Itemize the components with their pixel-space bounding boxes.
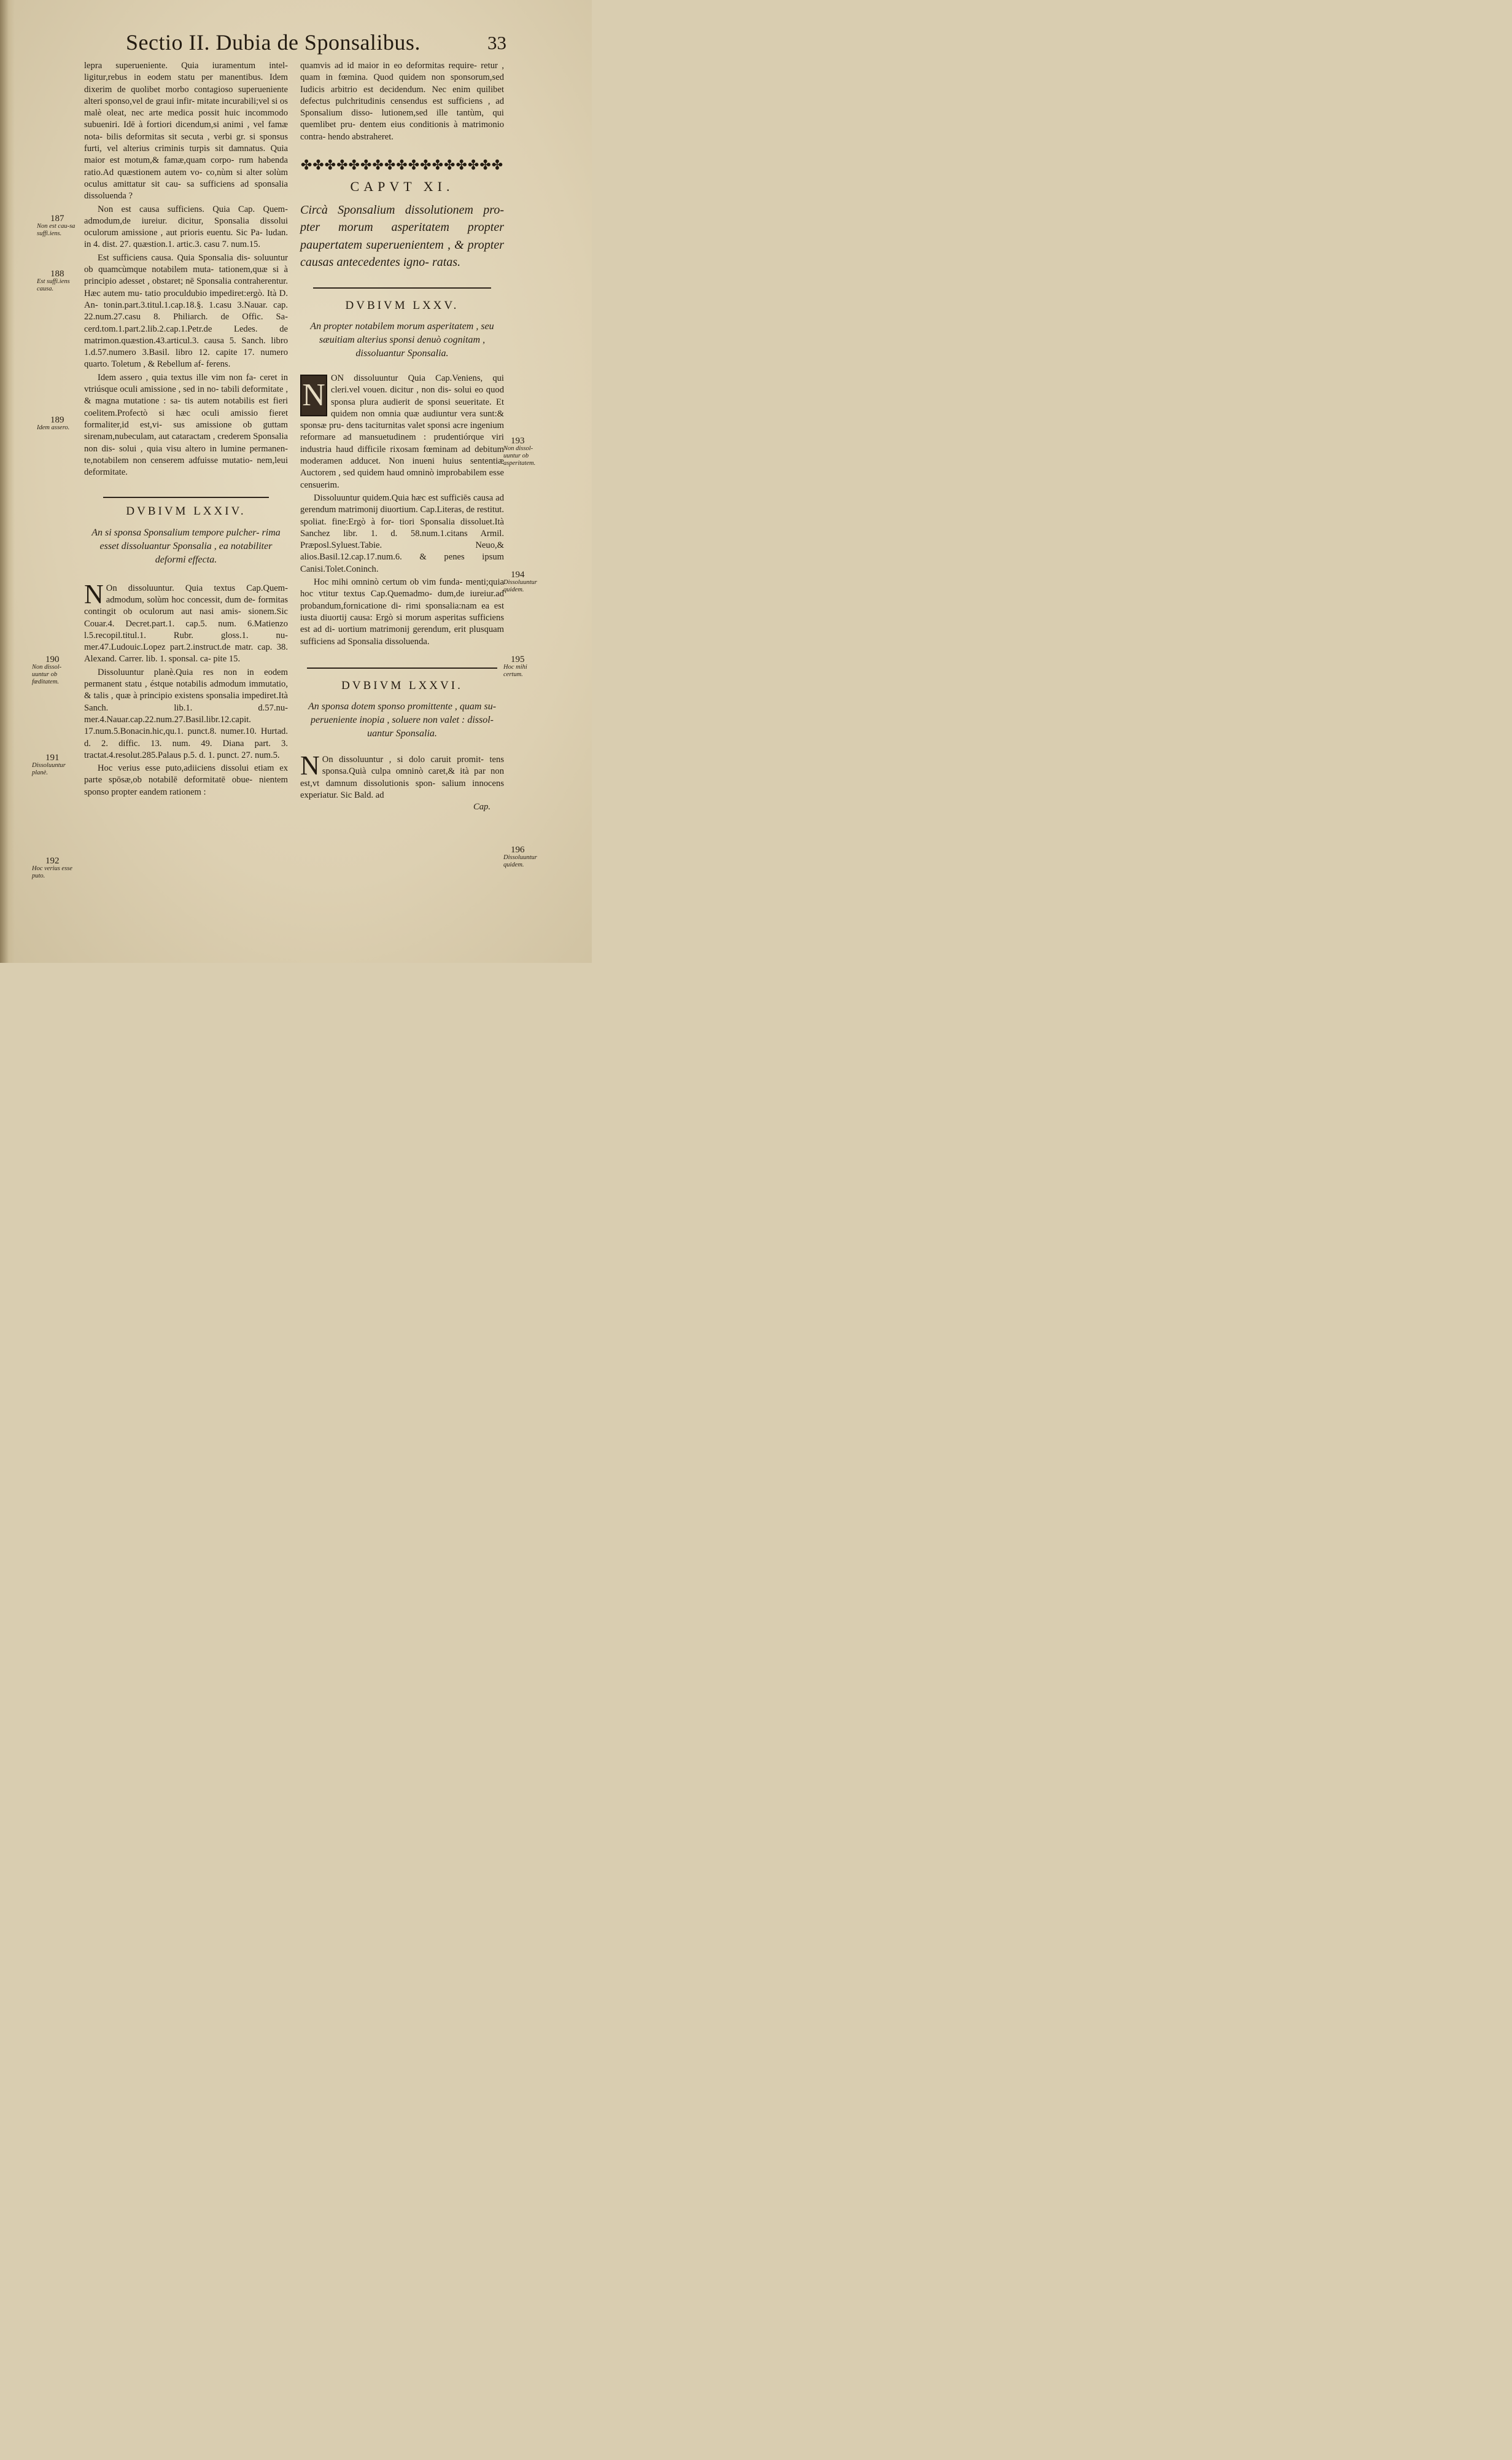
margin-number: 190 — [45, 655, 60, 664]
catchword: Cap. — [473, 802, 490, 812]
margin-text: Hoc mihi certum. — [503, 664, 527, 678]
left-intro-paragraph: lepra superueniente. Quia iuramentum intel- ligitur,rebus in eodem statu per manentibus. Idem dixerim de quolibet morbo contagioso superueniente alteri sponso,vel de graui infir- mitate incurabili;vel si os malè oleat, nec arte medica possit huic incommodo subueniri. Idē à fortiori dicendum,si animi , vel famæ nota- bilis deformitas sit secuta , verbi gr. si sponsus furti, vel alterius criminis turpis sit damnatus. Quia maior est motum,& famæ,quam corpo- rum habenda ratio.Ad quæstionem autem vo- co,nùm si alter solùm oculus amittatur sit cau- sa sufficiens ad sponsalia dissoluenda ? — [84, 61, 288, 201]
paragraph-193 — [300, 373, 504, 491]
margin-number: 187 — [50, 214, 64, 224]
dubium-75-question: An propter notabilem morum asperitatem , seu sæuitiam alterius sponsi denuò cognitam , dissoluantur Sponsalia. — [310, 321, 494, 359]
dubium-76-question: An sponsa dotem sponso promittente , quam su- perueniente inopia , soluere non valet : dissol- uantur Sponsalia. — [308, 701, 497, 739]
margin-note-193 — [503, 437, 546, 467]
book-page — [0, 0, 592, 963]
margin-note-190 — [32, 656, 79, 686]
margin-number: 196 — [511, 845, 525, 855]
margin-note-192 — [32, 857, 79, 880]
margin-note-187 — [37, 215, 83, 238]
margin-number: 192 — [45, 856, 60, 866]
margin-text: Dissoluuntur planè. — [32, 762, 66, 776]
margin-text: Non est cau-sa suffi.iens. — [37, 223, 76, 237]
initial-letter: N — [300, 750, 320, 781]
paragraph-195: Hoc mihi omninò certum ob vim funda- menti;quia hoc vtitur textus Cap.Quemadmo- dum,de iureiur.ad probandum,fornicatione di- rimi sponsalia:nam ea est iusta diuortij causa: Ergò si morum asperitas sufficiens est ad di- uortium matrimonij gerendum, erit plusquam sufficiens ad Sponsalia dissoluenda. — [300, 577, 504, 647]
margin-note-196 — [503, 846, 546, 869]
paragraph-190-text: On dissoluuntur. Quia textus Cap.Quem- admodum, solùm hoc concessit, dum de- formitas contingit ob oculorum aut nasi amis- sionem.Sic Couar.4. Decret.part.1. cap.5. num. 6.Matienzo l.5.recopil.titul.1. Rubr. gloss.1. nu- mer.47.Ludouic.Lopez part.2.instruct.de matr. cap. 38. Alexand. Carrer. lib. 1. sponsal. ca- pite 15. — [84, 583, 288, 664]
running-title: Sectio II. Dubia de Sponsalibus. — [126, 30, 421, 55]
decorated-initial: N — [300, 375, 327, 416]
margin-number: 191 — [45, 753, 60, 763]
margin-text: Dissoluuntur quidem. — [503, 854, 537, 868]
margin-text: Non dissol-uuntur ob asperitatem. — [503, 445, 536, 467]
margin-number: 195 — [511, 655, 525, 664]
page-gutter-shadow — [0, 0, 15, 963]
dubium-75-title: DVBIVM LXXV. — [345, 298, 459, 312]
margin-number: 194 — [511, 570, 525, 580]
margin-text: Hoc verius esse puto. — [32, 865, 72, 879]
paragraph-194: Dissoluuntur quidem.Quia hæc est sufficiēs causa ad gerendum matrimonij diuortium. Cap.Literas, de restitut. spoliat. fine:Ergò à for- tiori Sponsalia dissoluet.Ità Sanchez libr. 1. d. 58.num.1.citans Armil. Præposl.Syluest.Tabie. Neuo,& alios.Basil.12.cap.17.num.6. & penes ipsum Canisi.Tolet.Coninch. — [300, 492, 504, 574]
margin-note-188 — [37, 270, 83, 293]
left-column — [84, 60, 288, 798]
paragraph-187: Non est causa sufficiens. Quia Cap. Quem- admodum,de iureiur. dicitur, Sponsalia dissolui oculorum amissione , aut prioris euentu. Sic Pa- ludan. in 4. dist. 27. quæstion.1. artic.3. casu 7. num.15. — [84, 204, 288, 250]
margin-text: Dissoluuntur quidem. — [503, 579, 537, 593]
caput-title: CAPVT XI. — [350, 179, 454, 195]
paragraph-190 — [84, 578, 288, 666]
margin-number: 189 — [50, 415, 64, 425]
paragraph-196-text: On dissoluuntur , si dolo caruit promit- tens sponsa.Quià culpa omninò caret,& ità par non est,vt damnum dissolutionis spon- salium innocens experiatur. Sic Bald. ad — [300, 755, 504, 800]
margin-number: 188 — [50, 269, 64, 279]
paragraph-189: Idem assero , quia textus ille vim non fa- ceret in vtriúsque oculi amissione , sed in no- tabili deformitate , & magna mutatione : sa- tis autem notabilis est fieri coelitem.Profectò si hæc oculi amissio fieret formaliter,id est,vi- sus amissione ob guttam sirenam,nubeculam, aut cataractam , crederem Sponsalia non dis- solui , quia visu altero in lumine permanen- te,notabilem non censerem adfuisse mutatio- nem,leui deformitate. — [84, 372, 288, 478]
dubium-74-question: An si sponsa Sponsalium tempore pulcher- rima esset dissoluantur Sponsalia , ea notabiliter deformi effecta. — [91, 527, 281, 565]
dubium-76-title: DVBIVM LXXVI. — [341, 679, 463, 692]
running-header — [126, 29, 506, 59]
dubium-74-title: DVBIVM LXXIV. — [126, 505, 246, 518]
right-intro-paragraph: quamvis ad id maior in eo deformitas require- retur , quam in fœmina. Quod quidem non sponsorum,sed Iudicis arbitrio est decidendum. Nec enim quilibet defectus pulchritudinis censendus est sufficiens , ad Sponsalium disso- lutionem,sed ille tantùm, qui quemlibet pru- dentem eius conditionis à matrimonio contra- hendo abstraheret. — [300, 61, 504, 142]
printers-ornament: ✤✤✤✤✤✤✤✤✤✤✤✤✤✤✤✤✤ — [300, 159, 504, 171]
paragraph-196 — [300, 750, 504, 801]
margin-note-189 — [37, 416, 83, 432]
paragraph-191: Dissoluuntur planè.Quia res non in eodem permanent statu , éstque notabilis admodum immutatio, & talis , quæ à principio existens sponsalia impediret.Ità Sanch. lib.1. d.57.nu- mer.4.Nauar.cap.22.num.27.Basil.libr.12.capit. 17.num.5.Bonacin.hic,qu.1. punct.8. numer.10. Hurtad. d. 2. diffic. 13. num. 49. Diana part. 3. tractat.4.resolut.285.Palaus p.5. d. 1. punct. 27. num.5. — [84, 667, 288, 760]
page-number: 33 — [487, 32, 506, 53]
margin-text: Non dissol-uuntur ob fœditatem. — [32, 664, 62, 685]
right-column — [300, 60, 504, 814]
margin-note-191 — [32, 754, 79, 777]
paragraph-192: Hoc verius esse puto,adiiciens dissolui etiam ex parte spōsæ,ob notabilē deformitatē obue- nientem sponso propter eandem rationem : — [84, 763, 288, 797]
paragraph-188: Est sufficiens causa. Quia Sponsalia dis- soluuntur ob quamcùmque notabilem muta- tationem,quæ si à principio adesset , obstaret; nē Sponsalia contraherentur. Hæc autem mu- tatio proculdubio impediret:ergò. Ità D. An- tonin.part.3.titul.1.cap.18.§. 1.casu 3.Nauar. cap. 22.num.27.casu 8. Philiarch. de Offic. Sa- cerd.tom.1.part.2.lib.2.cap.1.Petr.de Ledes. de matrimon.quæstion.43.articul.3. causa 5. Sanch. libro 1.d.57.numero 3.Basil. libro 12. capite 17. numero quarto. Toletum , & Rebellum af- ferens. — [84, 252, 288, 370]
initial-letter: N — [84, 578, 104, 609]
margin-number: 193 — [511, 436, 525, 446]
margin-note-194 — [503, 571, 546, 594]
margin-text: Idem assero. — [37, 424, 70, 431]
caput-subtitle: Circà Sponsalium dissolutionem pro- pter morum asperitatem propter paupertatem superuenientem , & propter causas antecedentes igno- ratas. — [300, 203, 504, 270]
margin-note-195 — [503, 656, 546, 679]
paragraph-193-text: ON dissoluuntur Quia Cap.Veniens, qui cleri.vel vouen. dicitur , non dis- solui eo quod sponsa plura audierit de sponsi seueritate. Et quidem non omnia quæ audiuntur vera sunt:& sponsæ pru- dens taciturnitas valet sponsi acre ingenium reformare ad mansuetudinem : prudentiórque viri industria haud difficile rixosam fœminam ad debitum moderamen adducet. Non inueni huius sententiæ Auctorem , sed quidem haud omninò improbabilem esse censuerim. — [300, 373, 504, 490]
margin-text: Est suffi.iens causa. — [37, 278, 70, 292]
